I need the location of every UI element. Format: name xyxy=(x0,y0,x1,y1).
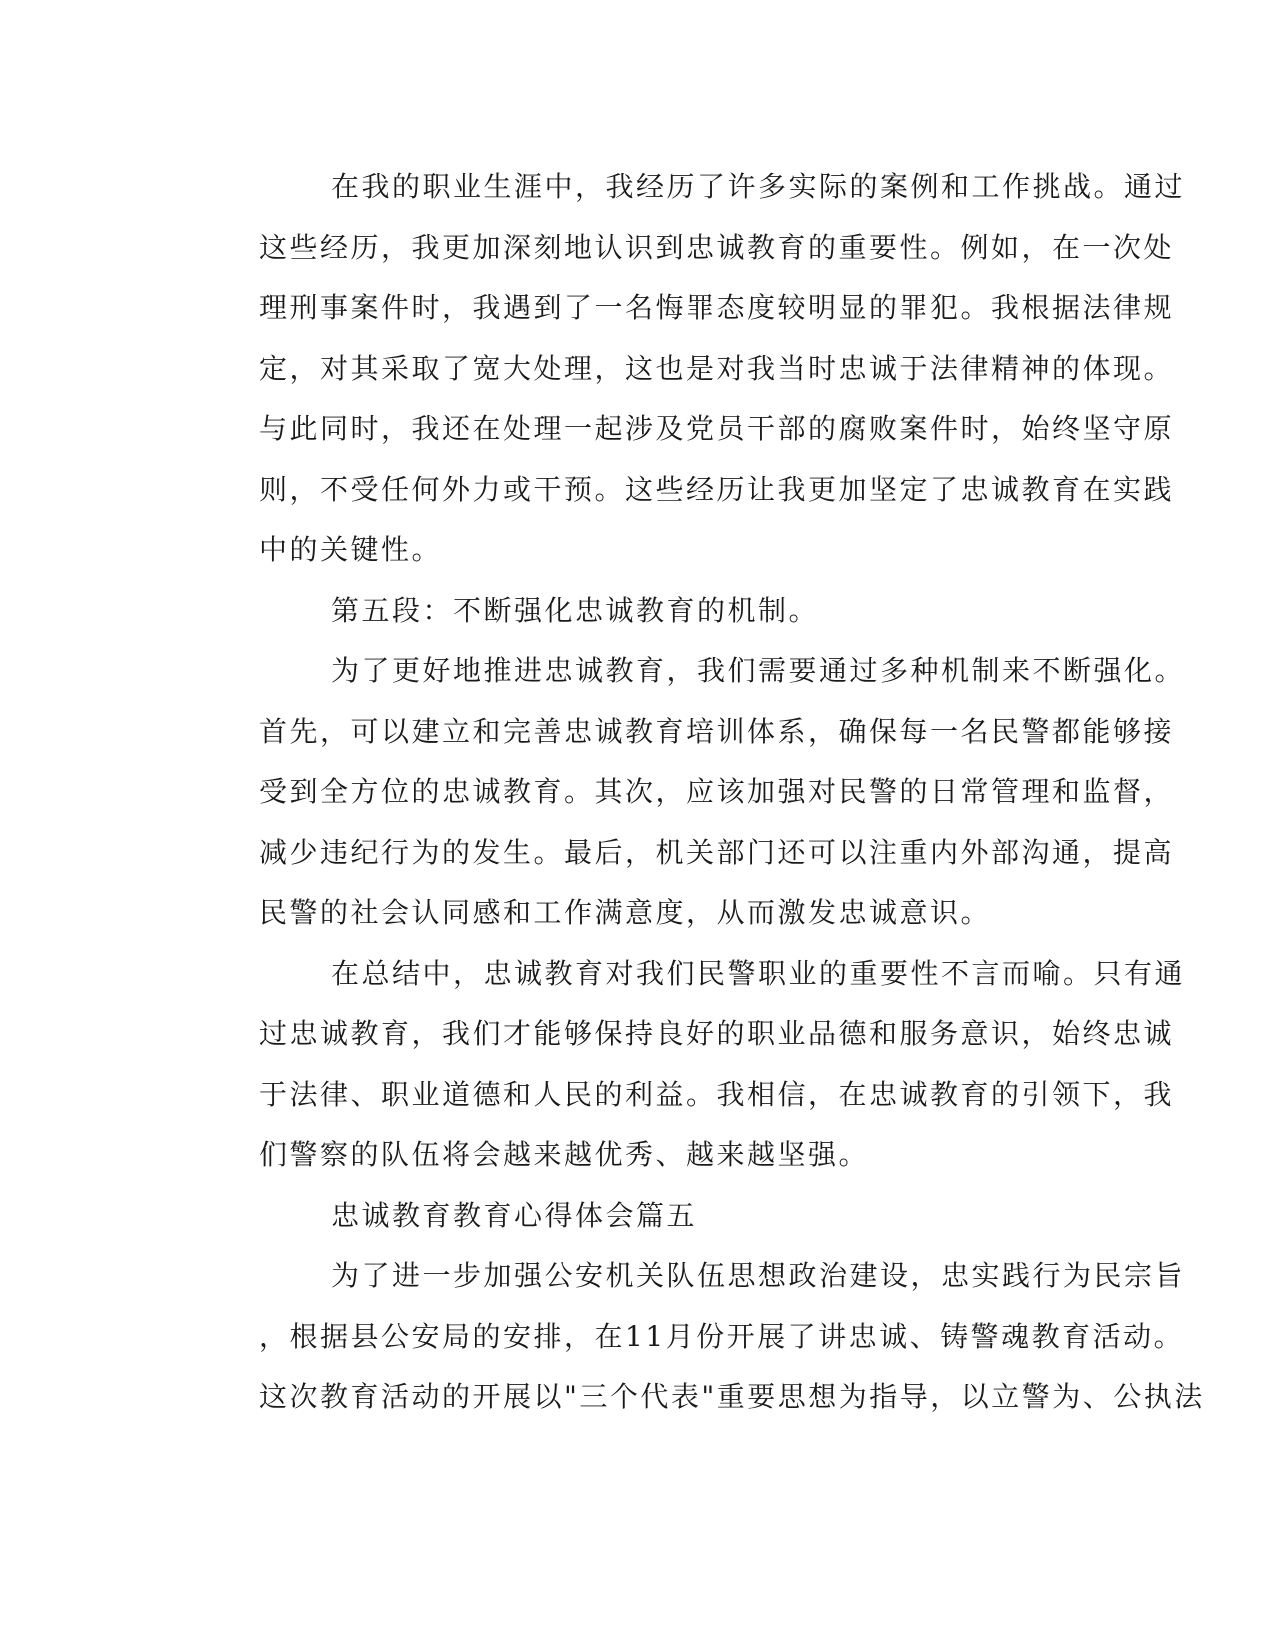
text-line: 理刑事案件时，我遇到了一名悔罪态度较明显的罪犯。我根据法律规 xyxy=(259,291,1175,324)
text-line: 在总结中，忠诚教育对我们民警职业的重要性不言而喻。只有通 xyxy=(331,956,1186,990)
paragraph-loyalty-cases xyxy=(187,157,1186,581)
text-line: 减少违纪行为的发生。最后，机关部门还可以注重内外部沟通，提高 xyxy=(259,835,1175,869)
paragraph-mechanisms xyxy=(187,641,1186,944)
text-line: 这些经历，我更加深刻地认识到忠诚教育的重要性。例如，在一次处 xyxy=(259,230,1175,264)
text-line: 则，不受任何外力或干预。这些经历让我更加坚定了忠诚教育在实践 xyxy=(259,472,1175,506)
text-line: 与此同时，我还在处理一起涉及党员干部的腐败案件时，始终坚守原 xyxy=(259,412,1175,445)
text-line: ，根据县公安局的安排，在11月份开展了讲忠诚、铸警魂教育活动。 xyxy=(259,1319,1185,1353)
document-body xyxy=(187,157,1205,1428)
text-line: 民警的社会认同感和工作满意度，从而激发忠诚意识。 xyxy=(259,896,992,929)
text-line: 第五段：不断强化忠诚教育的机制。 xyxy=(331,593,820,627)
text-line: 在我的职业生涯中，我经历了许多实际的案例和工作挑战。通过 xyxy=(331,170,1186,203)
paragraph-education-activity xyxy=(187,1246,1205,1428)
text-line: 为了更好地推进忠诚教育，我们需要通过多种机制来不断强化。 xyxy=(331,654,1186,687)
text-line: 忠诚教育教育心得体会篇五 xyxy=(331,1198,698,1232)
text-line: 于法律、职业道德和人民的利益。我相信，在忠诚教育的引领下，我 xyxy=(259,1077,1175,1111)
text-line: 中的关键性。 xyxy=(259,533,443,566)
section-heading-part-five xyxy=(187,581,1077,642)
text-line: 首先，可以建立和完善忠诚教育培训体系，确保每一名民警都能够接 xyxy=(259,714,1175,748)
text-line: 过忠诚教育，我们才能够保持良好的职业品德和服务意识，始终忠诚 xyxy=(259,1017,1175,1050)
text-line: 受到全方位的忠诚教育。其次，应该加强对民警的日常管理和监督， xyxy=(259,775,1175,808)
article-title-part-five xyxy=(187,1186,1077,1247)
text-line: 为了进一步加强公安机关队伍思想政治建设，忠实践行为民宗旨 xyxy=(331,1259,1186,1292)
paragraph-summary xyxy=(187,944,1186,1186)
text-line: 们警察的队伍将会越来越优秀、越来越坚强。 xyxy=(259,1138,870,1171)
text-line: 这次教育活动的开展以"三个代表"重要思想为指导，以立警为、公执法 xyxy=(259,1380,1205,1413)
text-line: 定，对其采取了宽大处理，这也是对我当时忠诚于法律精神的体现。 xyxy=(259,351,1175,385)
